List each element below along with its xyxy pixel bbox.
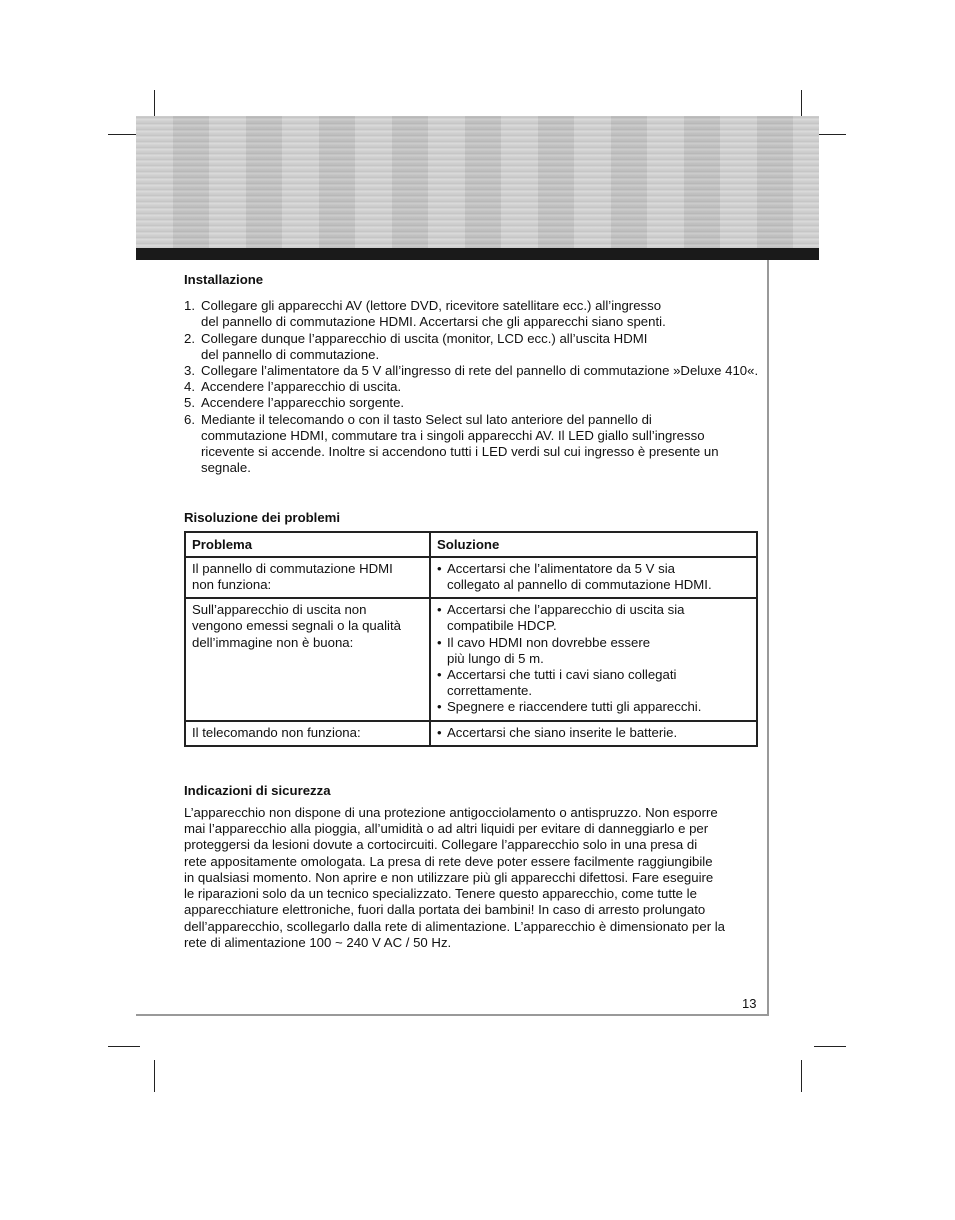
table-row — [185, 721, 757, 746]
solution-item — [437, 667, 750, 699]
header-problem: Problema — [185, 532, 430, 557]
list-item — [184, 412, 764, 477]
list-item — [184, 331, 764, 363]
header-texture-band — [136, 116, 819, 248]
problem-cell: Il pannello di commutazione HDMI non funziona: — [185, 557, 430, 598]
crop-mark — [801, 1060, 802, 1092]
step-text: Mediante il telecomando o con il tasto Select sul lato anteriore del pannello di commutazione HDMI, commutare tra i singoli apparecchi AV. Il LED giallo sull’ingresso ricevente si accende. Inoltre si accendono tutti i LED verdi sul cui ingresso è presente un segnale. — [201, 411, 719, 476]
list-item — [184, 395, 764, 411]
header-bar — [136, 248, 819, 260]
step-text: Collegare gli apparecchi AV (lettore DVD, ricevitore satellitare ecc.) all’ingresso del pannello di commutazione HDMI. Accertarsi che gli apparecchi siano spenti. — [201, 298, 666, 330]
safety-title: Indicazioni di sicurezza — [184, 782, 331, 798]
step-text: Collegare dunque l’apparecchio di uscita (monitor, LCD ecc.) all’uscita HDMI del pannello di commutazione. — [201, 330, 648, 362]
crop-mark — [108, 1046, 140, 1047]
troubleshooting-title: Risoluzione dei problemi — [184, 510, 341, 526]
step-number: 4. — [184, 379, 195, 395]
step-number: 2. — [184, 330, 195, 346]
solution-text: Accertarsi che l’apparecchio di uscita sia compatibile HDCP. — [447, 602, 685, 634]
solution-item — [437, 561, 750, 593]
solution-item — [437, 635, 750, 667]
table-body — [185, 557, 757, 746]
list-item — [184, 363, 764, 379]
solution-item — [437, 602, 750, 634]
solution-text: Accertarsi che l’alimentatore da 5 V sia collegato al pannello di commutazione HDMI. — [447, 560, 712, 593]
bullet: • — [437, 699, 442, 715]
step-text: Accendere l’apparecchio sorgente. — [201, 395, 405, 411]
crop-mark — [154, 1060, 155, 1092]
table-header-row — [185, 532, 757, 557]
installation-steps — [184, 298, 764, 476]
step-text: Collegare l’alimentatore da 5 V all’ingresso di rete del pannello di commutazione »Deluxe 410«. — [201, 363, 759, 379]
step-text: Accendere l’apparecchio di uscita. — [201, 379, 402, 395]
step-number: 3. — [184, 363, 195, 379]
page-frame-right — [767, 260, 769, 1015]
header-solution: Soluzione — [430, 532, 757, 557]
problem-cell: Sull’apparecchio di uscita non vengono emessi segnali o la qualità dell’immagine non è buona: — [185, 598, 430, 720]
solution-item — [437, 725, 750, 741]
solution-text: Il cavo HDMI non dovrebbe essere più lungo di 5 m. — [447, 634, 651, 666]
solution-text: Accertarsi che tutti i cavi siano collegati correttamente. — [447, 667, 677, 699]
bullet: • — [437, 667, 442, 683]
solution-text: Spegnere e riaccendere tutti gli apparecchi. — [447, 699, 702, 715]
troubleshooting-table — [184, 531, 758, 747]
page-content — [184, 272, 764, 951]
crop-mark — [814, 1046, 846, 1047]
bullet: • — [437, 602, 442, 618]
page-number: 13 — [742, 996, 757, 1011]
bullet: • — [437, 724, 442, 740]
table-row — [185, 598, 757, 720]
bullet: • — [437, 634, 442, 650]
solution-item — [437, 699, 750, 715]
safety-text: L’apparecchio non dispone di una protezione antigocciolamento o antispruzzo. Non esporre mai l’apparecchio alla pioggia, all’umidità o ad altri liquidi per evitare di danneggiarlo e per proteggersi da lesioni dovute a cortocircuiti. Collegare l’apparecchio solo in una presa di rete appositamente omologata. La presa di rete deve poter essere facilmente raggiungibile in qualsiasi momento. Non aprire e non utilizzare più gli apparecchi difettosi. Fare eseguire le riparazioni solo da un tecnico specializzato. Tenere questo apparecchio, come tutte le apparecchiature elettroniche, fuori dalla portata dei bambini! In caso di arresto prolungato dell’apparecchio, scollegarlo dalla rete di alimentazione. L’apparecchio è dimensionato per la rete di alimentazione 100 ~ 240 V AC / 50 Hz. — [184, 805, 726, 950]
solution-cell — [430, 721, 757, 746]
step-number: 6. — [184, 411, 195, 427]
step-number: 5. — [184, 395, 195, 411]
solution-text: Accertarsi che siano inserite le batterie. — [447, 724, 678, 740]
step-number: 1. — [184, 298, 195, 314]
bullet: • — [437, 560, 442, 576]
installation-title: Installazione — [184, 272, 264, 287]
problem-cell: Il telecomando non funziona: — [185, 721, 430, 746]
page-frame-bottom — [136, 1014, 769, 1016]
list-item — [184, 379, 764, 395]
solution-cell — [430, 598, 757, 720]
table-row — [185, 557, 757, 598]
solution-cell — [430, 557, 757, 598]
list-item — [184, 298, 764, 330]
